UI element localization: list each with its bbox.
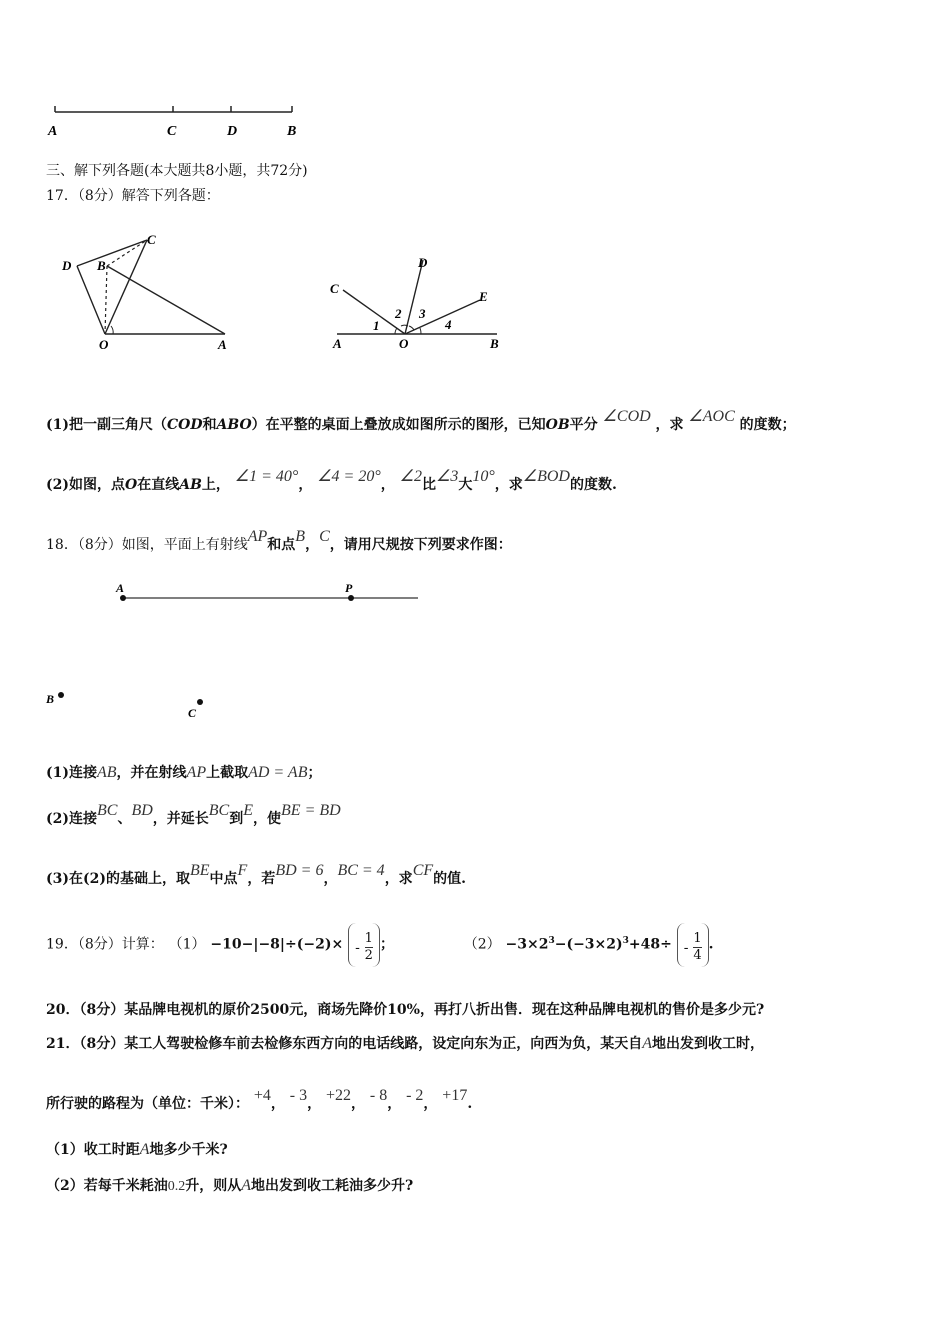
q17-part2: (2)如图，点O在直线AB上， ∠1 = 40°， ∠4 = 20°， ∠2比∠3大10°，求∠BOD的度数. <box>46 468 617 493</box>
q21-line2: 所行驶的路程为（单位：千米）： +4， - 3， +22， - 8， - 2， +17. <box>46 1087 473 1112</box>
fig1-d: D <box>62 258 72 273</box>
label-d: D <box>227 124 238 139</box>
q18-label-c: C <box>188 706 197 720</box>
q17-header: 17．（8分）解答下列各题： <box>46 188 220 204</box>
q17-figure-1 <box>55 228 245 353</box>
q18-step1: (1)连接AB，并在射线AP上截取AD = AB； <box>46 764 322 781</box>
fig2-d: D <box>418 255 428 270</box>
q17-part1: (1)把一副三角尺（COD和ABO）在平整的桌面上叠放成如图所示的图形，已知OB平分 ∠COD ，求 ∠AOC 的度数； <box>46 408 796 433</box>
label-c: C <box>167 124 177 139</box>
fig2-a: A <box>333 336 342 351</box>
fig2-b: B <box>490 336 499 351</box>
section-heading: 三、解下列各题(本大题共8小题，共72分) <box>46 163 308 179</box>
fig2-angle-1: 1 <box>373 318 380 333</box>
q18-step2: (2)连接BC、BD，并延长BC到E，使BE = BD <box>46 802 341 827</box>
q19: 19．（8分）计算： （1） −10−|−8|÷(−2)× - $\frac{1}{2}$ ； $(2) -3\times 2^3-(-3\times 2)^3+48\div$ - $\frac{1}{4}$ . <box>46 916 714 970</box>
q18-label-a: A <box>116 581 125 595</box>
q18-label-p: P <box>345 581 353 595</box>
q17-figure-2 <box>325 250 515 355</box>
q18-header: 18．（8分）如图，平面上有射线AP和点B，C，请用尺规按下列要求作图： <box>46 528 512 553</box>
q19-paren-1: - $\frac{1}{2}$ <box>348 923 380 967</box>
q18-figure <box>40 575 440 725</box>
q21-line1: 21．（8分）某工人驾驶检修车前去检修东西方向的电话线路，设定向东为正，向西为负，某天自A地出发到收工时， <box>46 1035 765 1052</box>
q18-step3: (3)在(2)的基础上，取BE中点F，若BD = 6，BC = 4，求CF的值. <box>46 862 467 887</box>
fig1-a: A <box>218 337 227 352</box>
q20: 20．（8分）某品牌电视机的原价2500元，商场先降价10%，再打八折出售．现在这种品牌电视机的售价是多少元? <box>46 1002 765 1018</box>
q18-label-b: B <box>46 692 55 706</box>
q19-paren-2: - $\frac{1}{4}$ <box>677 923 709 967</box>
fig2-e: E <box>479 289 488 304</box>
segment-figure <box>40 96 320 144</box>
fig1-b: B <box>97 258 106 273</box>
label-b: B <box>287 124 297 139</box>
q21-sub2: （2）若每千米耗油0.2升，则从A地出发到收工耗油多少升? <box>46 1177 414 1194</box>
fig1-o: O <box>99 337 109 352</box>
fig2-angle-4: 4 <box>445 317 452 332</box>
label-a: A <box>48 124 58 139</box>
fig2-o: O <box>399 336 409 351</box>
fig1-c: C <box>147 232 156 247</box>
fig2-angle-3: 3 <box>419 306 426 321</box>
fig2-c: C <box>330 281 339 296</box>
q21-sub1: （1）收工时距A地多少千米? <box>46 1141 228 1158</box>
fig2-angle-2: 2 <box>395 306 402 321</box>
